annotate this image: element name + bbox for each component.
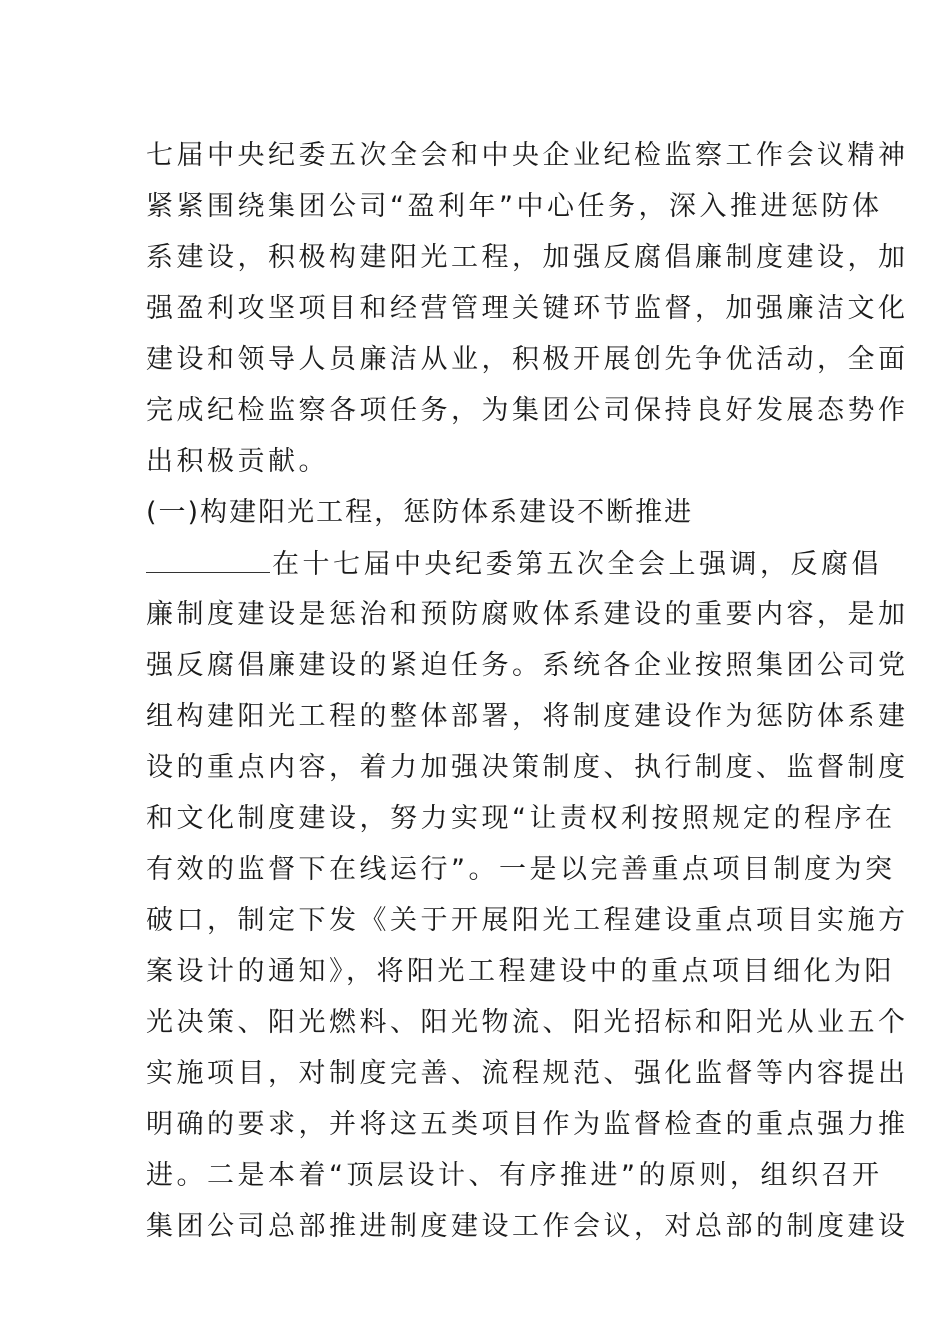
- text-line: 集团公司总部推进制度建设工作会议，对总部的制度建设: [146, 1211, 909, 1242]
- text-line: 廉制度建设是惩治和预防腐败体系建设的重要内容，是加: [146, 599, 909, 630]
- text-line: 系建设，积极构建阳光工程，加强反腐倡廉制度建设，加: [146, 242, 909, 273]
- section-heading: (一)构建阳光工程，惩防体系建设不断推进: [146, 497, 694, 528]
- text-line: 实施项目，对制度完善、流程规范、强化监督等内容提出: [146, 1058, 909, 1089]
- text-line: 组构建阳光工程的整体部署，将制度建设作为惩防体系建: [146, 701, 909, 732]
- text-line: 明确的要求，并将这五类项目作为监督检查的重点强力推: [146, 1109, 909, 1140]
- text-line: 光决策、阳光燃料、阳光物流、阳光招标和阳光从业五个: [146, 1007, 909, 1038]
- text-line: 破口，制定下发《关于开展阳光工程建设重点项目实施方: [146, 905, 909, 936]
- text-line: 强反腐倡廉建设的紧迫任务。系统各企业按照集团公司党: [146, 650, 909, 681]
- text-line: 建设和领导人员廉洁从业，积极开展创先争优活动，全面: [146, 344, 909, 375]
- text-line: 紧紧围绕集团公司“盈利年”中心任务，深入推进惩防体: [146, 191, 883, 222]
- text-line-with-blank: [146, 538, 882, 589]
- text-line: 强盈利攻坚项目和经营管理关键环节监督，加强廉洁文化: [146, 293, 909, 324]
- text-line: 和文化制度建设，努力实现“让责权利按照规定的程序在: [146, 803, 896, 834]
- text-line: 出积极贡献。: [146, 446, 329, 477]
- fill-in-blank: [146, 538, 270, 573]
- text-line: 设的重点内容，着力加强决策制度、执行制度、监督制度: [146, 752, 909, 783]
- text-line: 七届中央纪委五次全会和中央企业纪检监察工作会议精神: [146, 140, 909, 171]
- document-body: [146, 130, 909, 1252]
- text-line: 有效的监督下在线运行”。一是以完善重点项目制度为突: [146, 854, 896, 885]
- text-line: 完成纪检监察各项任务，为集团公司保持良好发展态势作: [146, 395, 909, 426]
- text-line: 案设计的通知》，将阳光工程建设中的重点项目细化为阳: [146, 956, 895, 987]
- text-line: 进。二是本着“顶层设计、有序推进”的原则，组织召开: [146, 1160, 883, 1191]
- text-line: 在十七届中央纪委第五次全会上强调，反腐倡: [272, 549, 882, 580]
